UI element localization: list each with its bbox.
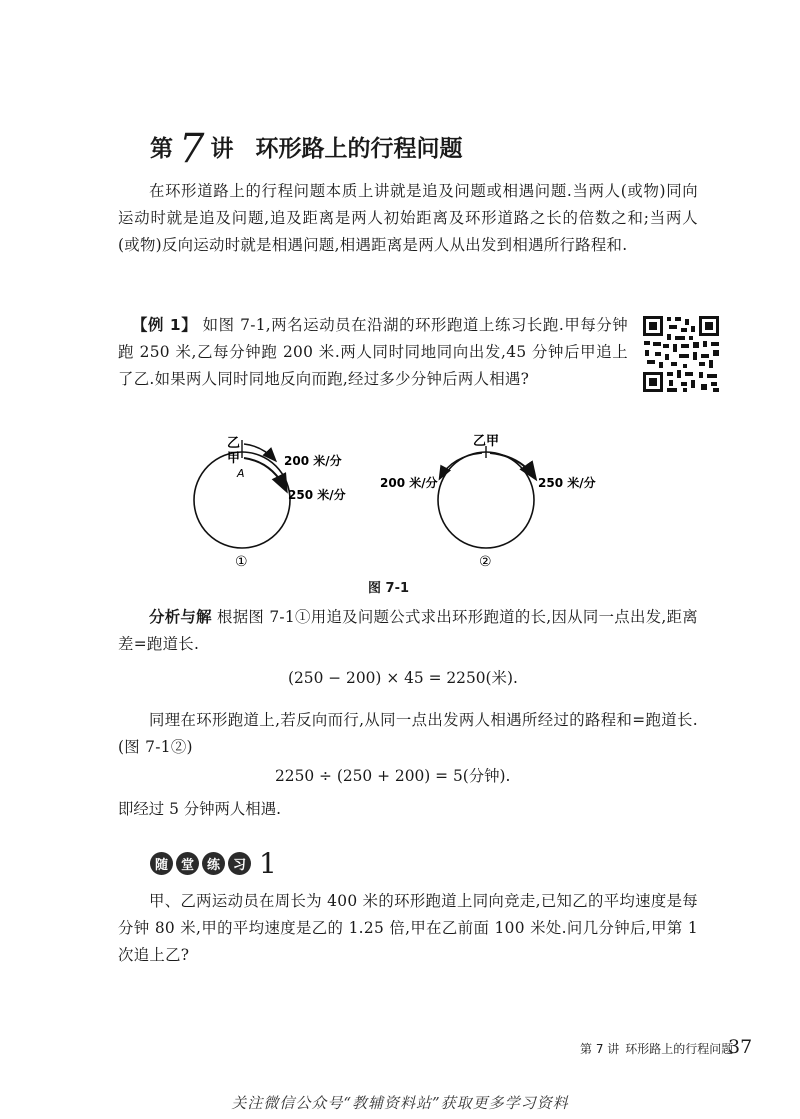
figure-caption: 图 7-1 [368,581,410,596]
formula-2: 2250 ÷ (250 + 200) = 5(分钟). [275,767,511,785]
fig1-speed-b: 200 米/分 [284,454,342,468]
example-label: 【例 1】 [132,316,198,334]
practice-number: 1 [259,847,277,880]
fig2-runners: 乙甲 [473,434,500,449]
fig2-speed-right: 250 米/分 [538,476,596,490]
figure-7-1 [190,432,620,572]
fig1-speed-a: 250 米/分 [288,488,346,502]
watermark-banner: 关注微信公众号“教辅资料站”获取更多学习资料 [231,1094,569,1112]
chapter-title: 环形路上的行程问题 [255,136,463,162]
fig2-speed-left: 200 米/分 [380,476,438,490]
practice-char-4: 习 [228,852,251,875]
footer-title: 环形路上的行程问题 [625,1042,734,1056]
chapter-suffix: 讲 [210,136,234,162]
chapter-number: 7 [179,126,205,172]
fig1-runner-b: 乙 [227,436,241,451]
page-title [150,120,463,172]
example-text: 如图 7-1,两名运动员在沿湖的环形跑道上练习长跑.甲每分钟跑 250 米,乙每分钟跑 200 米.两人同时同地同向出发,45 分钟后甲追上了乙.如果两人同时同地反向而跑,经过多少分钟后两人相遇? [118,316,628,388]
track-circle-2 [438,452,534,548]
fig1-label: ① [235,554,248,570]
same-reasoning-paragraph: 同理在环形跑道上,若反向而行,从同一点出发两人相遇所经过的路程和=跑道长.(图 7-1②) [118,711,698,756]
example-1 [118,312,628,393]
practice-char-2: 堂 [176,852,199,875]
intro-paragraph: 在环形道路上的行程问题本质上讲就是追及问题或相遇问题.当两人(或物)同向运动时就是追及问题,追及距离是两人初始距离及环形道路之长的倍数之和;当两人(或物)反向运动时就是相遇问题,相遇距离是两人从出发到相遇所行路程和. [118,182,698,254]
analysis-label: 分析与解 [149,608,212,626]
fig2-arrow-right [490,453,535,478]
exercise-paragraph: 甲、乙两运动员在周长为 400 米的环形跑道上同向竞走,已知乙的平均速度是每分钟 80 米,甲的平均速度是乙的 1.25 倍,甲在乙前面 100 米处.问几分钟后,甲第 1 次追上乙? [118,892,698,964]
page-number: 37 [728,1036,753,1058]
fig1-point-a: A [237,467,245,480]
analysis-text: 根据图 7-1①用追及问题公式求出环形跑道的长,因从同一点出发,距离差=跑道长. [118,608,698,653]
conclusion: 即经过 5 分钟两人相遇. [118,800,281,818]
qr-code-icon[interactable] [641,314,721,394]
running-footer [580,1040,733,1057]
footer-chapter: 第 7 讲 [580,1042,620,1056]
practice-char-3: 练 [202,852,225,875]
fig1-arrow-a [244,458,286,490]
practice-header [150,847,277,880]
analysis-paragraph [118,604,698,658]
chapter-prefix: 第 [150,136,173,162]
formula-1: (250 − 200) × 45 = 2250(米). [288,669,518,687]
practice-char-1: 随 [150,852,173,875]
fig2-label: ② [479,554,492,570]
fig1-runner-a: 甲 [227,451,241,466]
